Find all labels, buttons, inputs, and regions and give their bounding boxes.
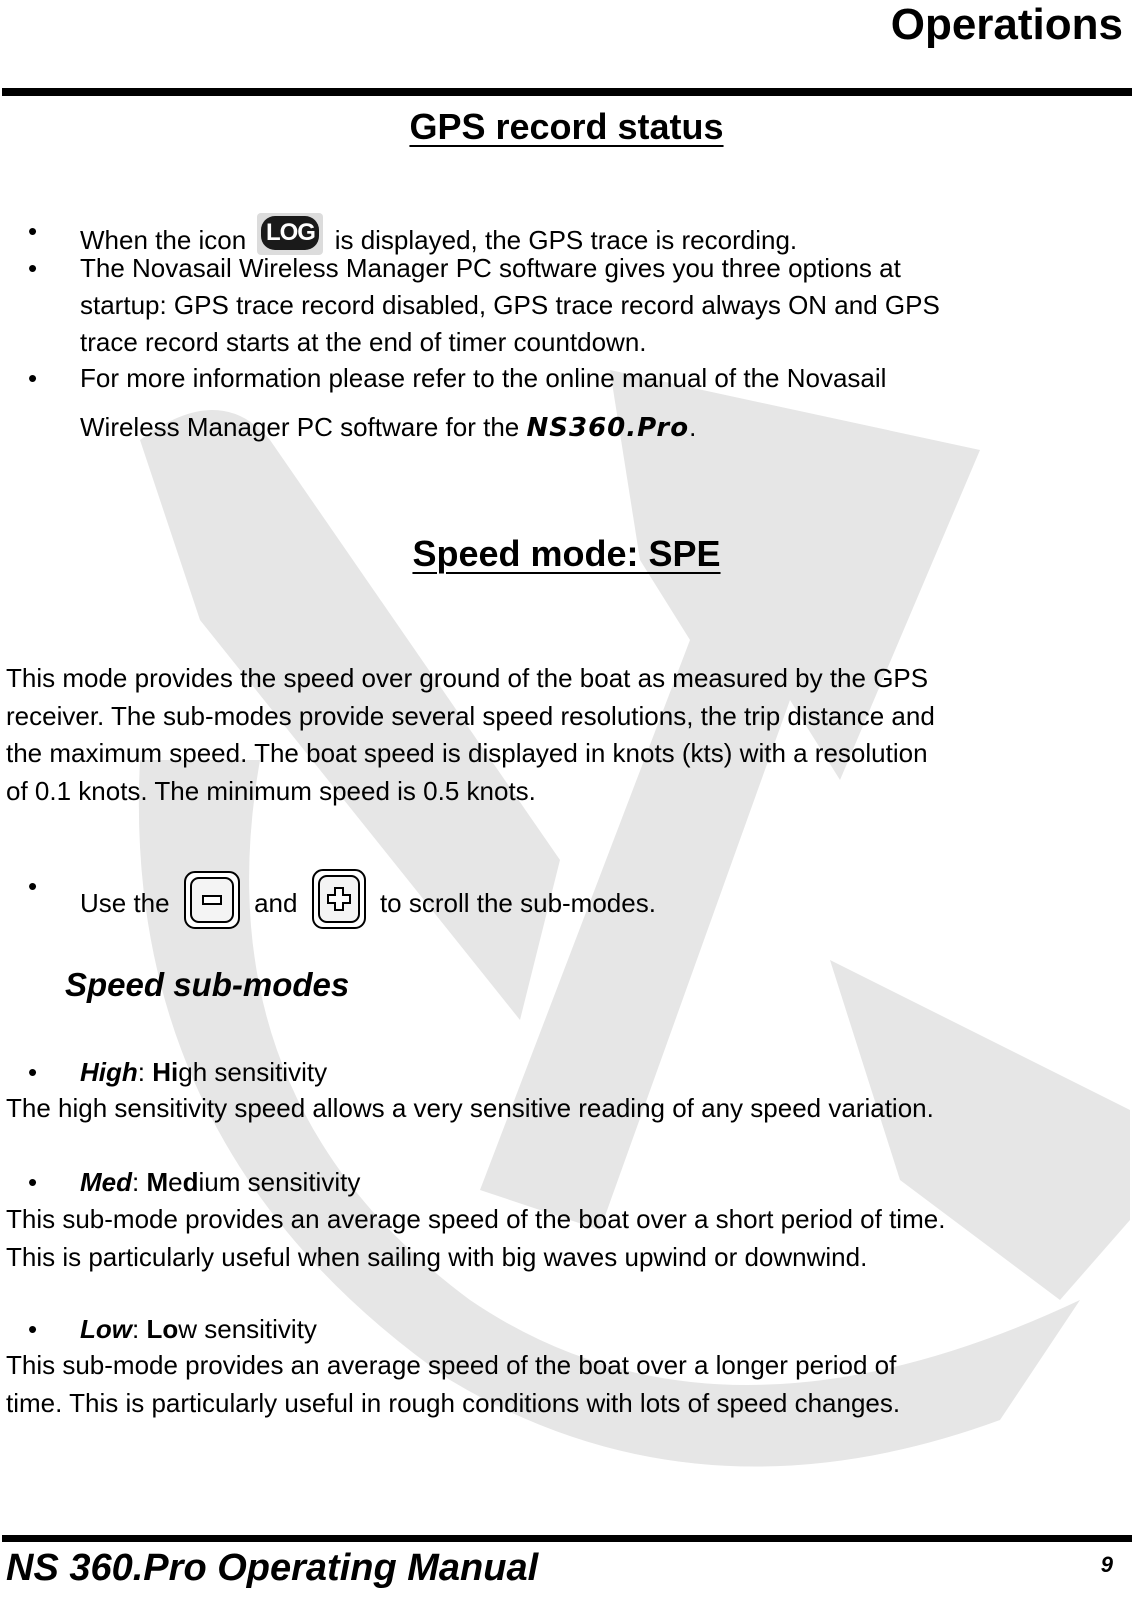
speed-intro-paragraph [6, 660, 1131, 810]
use-keys-and: and [254, 888, 298, 918]
low-name: Low [80, 1314, 132, 1344]
bullet-dot: • [28, 363, 38, 393]
gps-bullet-1-post: is displayed, the GPS trace is recording. [334, 225, 798, 255]
med-bold-m: M [146, 1167, 169, 1197]
gps-bullet-3-end: . [689, 412, 697, 442]
low-desc-line: time. This is particularly useful in rough conditions with lots of speed changes. [6, 1387, 901, 1418]
bullet-dot: • [28, 253, 38, 283]
low-submode-title [80, 1311, 1120, 1348]
speed-intro-line: of 0.1 knots. The minimum speed is 0.5 knots. [6, 775, 536, 806]
speed-intro-line: the maximum speed. The boat speed is displayed in knots (kts) with a resolution [6, 738, 928, 768]
med-rest: ium sensitivity [198, 1167, 361, 1197]
ns360-pro-brand: NS360.Pro [526, 413, 690, 443]
high-name: High [80, 1057, 138, 1087]
page-number: 9 [1100, 1552, 1113, 1577]
bullet-dot: • [28, 1057, 38, 1087]
gps-bullet-2-line: startup: GPS trace record disabled, GPS trace record always ON and GPS [80, 290, 940, 320]
speed-intro-line: receiver. The sub-modes provide several speed resolutions, the trip distance and [6, 700, 935, 731]
high-submode-desc: The high sensitivity speed allows a very sensitive reading of any speed variation. [6, 1093, 934, 1123]
low-submode-desc [6, 1347, 1131, 1422]
footer-title: NS 360.Pro Operating Manual [6, 1547, 539, 1589]
speed-section-title-text: Speed mode: SPE [412, 533, 721, 574]
use-keys-post: to scroll the sub-modes. [379, 888, 656, 918]
high-submode-title [80, 1054, 1120, 1091]
low-rest: w sensitivity [178, 1314, 317, 1344]
bullet-dot: • [28, 1314, 38, 1344]
low-bold: Lo [146, 1314, 179, 1344]
low-desc-line: This sub-mode provides an average speed of the boat over a longer period of [6, 1350, 897, 1380]
gps-bullet-3-line-1: For more information please refer to the online manual of the Novasail [80, 363, 887, 393]
med-submode-desc [6, 1201, 1131, 1276]
bullet-dot: • [28, 871, 38, 901]
plus-key-icon [311, 868, 367, 930]
use-keys-pre: Use the [80, 888, 170, 918]
med-bold-d: d [182, 1167, 199, 1197]
log-icon-label: LOG [261, 216, 319, 250]
gps-section-title-text: GPS record status [409, 106, 724, 147]
use-keys-bullet [80, 868, 1120, 930]
gps-bullet-3-line-2 [80, 409, 1120, 447]
colon: : [132, 1167, 140, 1197]
colon: : [132, 1314, 140, 1344]
high-bold: Hi [152, 1057, 179, 1087]
med-desc-line: This is particularly useful when sailing with big waves upwind or downwind. [6, 1241, 868, 1272]
log-icon [257, 213, 323, 255]
gps-section-title [0, 106, 1133, 148]
header-rule [2, 88, 1132, 96]
bullet-dot: • [28, 1167, 38, 1197]
gps-bullet-2 [80, 250, 1120, 361]
high-rest: gh sensitivity [178, 1057, 328, 1087]
med-desc-line: This sub-mode provides an average speed of the boat over a short period of time. [6, 1204, 946, 1234]
med-mid: e [168, 1167, 183, 1197]
colon: : [137, 1057, 145, 1087]
gps-bullet-2-line: trace record starts at the end of timer countdown. [80, 327, 647, 357]
gps-bullet-2-line: The Novasail Wireless Manager PC software gives you three options at [80, 253, 901, 283]
gps-bullet-3-line-2-text: Wireless Manager PC software for the [80, 412, 520, 442]
med-submode-title [80, 1164, 1120, 1201]
bullet-dot: • [28, 216, 38, 246]
speed-section-title [0, 533, 1133, 575]
gps-bullet-1-pre: When the icon [80, 225, 247, 255]
footer-rule [2, 1535, 1132, 1542]
gps-bullet-3 [80, 360, 1120, 447]
med-name: Med [80, 1167, 132, 1197]
minus-key-icon [183, 870, 241, 930]
speed-intro-line: This mode provides the speed over ground of the boat as measured by the GPS [6, 663, 929, 693]
speed-submodes-heading: Speed sub-modes [65, 966, 350, 1003]
page-header-title: Operations [890, 0, 1123, 49]
